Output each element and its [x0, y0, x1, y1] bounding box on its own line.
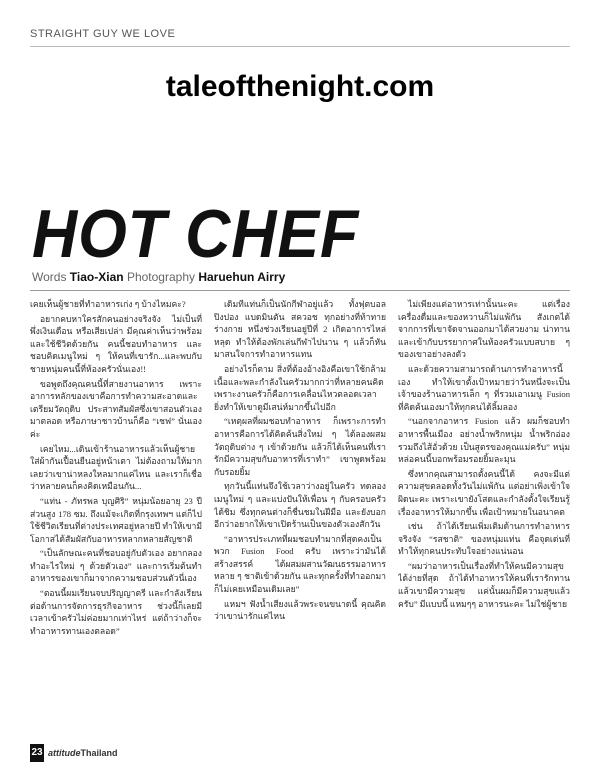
brand-main: attitude: [48, 748, 81, 758]
article-column-1: [30, 298, 202, 740]
article-paragraph: เคยเห็นผู้ชายที่ทำอาหารเก่ง ๆ บ้างไหมคะ?: [30, 299, 186, 309]
byline: [32, 270, 285, 284]
byline-words-label: Words: [32, 270, 67, 284]
byline-divider: [30, 290, 570, 291]
article-paragraph: เดิมทีแท่นก็เป็นนักกีฬาอยู่แล้ว ทั้งฟุตบอล ปิงปอง แบดมินตัน สควอช ทุกอย่างที่ท้าทายร่างกาย หนึ่งช่วงเรียนอยู่ปีที่ 2 เกิดอาการไหล่หลุด ทำให้ต้องพักเล่นกีฬาไปนาน ๆ แล้วก็หันมาสนใจการทำอาหารแทน: [214, 299, 386, 360]
byline-writer: Tiao-Xian: [69, 270, 124, 284]
byline-photographer: Haruehun Airry: [198, 270, 286, 284]
site-watermark: taleofthenight.com: [165, 70, 435, 103]
article-paragraph: และด้วยความสามารถด้านการทำอาหารนี้เอง ทำให้เขาตั้งเป้าหมายว่าวันหนึ่งจะเป็นเจ้าของร้านอาหารเล็ก ๆ ที่รวมเอาเมนู Fusion ที่คิดค้นเองมาให้ทุกคนได้ลิ้มลอง: [398, 363, 570, 412]
article-paragraph: อยากคบหาใครสักคนอย่างจริงจัง ไม่เป็นที่พึ่งเงินเดือน หรือเสียเปล่า มีคุณค่าเห็นว่าพร้อม และใช้ชีวิตด้วยกัน คนนี้ชอบทำอาหาร และชอบคิดเมนูใหม่ ๆ ให้คนที่เขารัก...และพบกับชายหนุ่มคนนี้ที่ห้องครัวนั่นเอง!!: [30, 313, 202, 374]
article-paragraph: “นอกจากอาหาร Fusion แล้ว ผมก็ชอบทำอาหารพื้นเมือง อย่างน้ำพริกหนุ่ม น้ำพริกอ่อง รวมถึงไส้อั่วด้วย เป็นสูตรของคุณแม่ครับ” หนุ่มหล่อคนนี้บอกพร้อมรอยยิ้มละมุน: [398, 416, 570, 465]
article-column-3: [398, 298, 570, 740]
section-header: STRAIGHT GUY WE LOVE: [30, 28, 176, 40]
article-paragraph: เคยไหม...เดินเข้าร้านอาหารแล้วเห็นผู้ชายใส่ผ้ากันเปื้อนยืนอยู่หน้าเตา ไม่ต้องถามให้มากเลยว่าเขาน่าหลงใหลมากแค่ไหน และเราก็เชื่อว่าหลายคนก็คงคิดเหมือนกัน...: [30, 443, 202, 492]
article-paragraph: “เป็นลักษณะคนที่ชอบอยู่กับตัวเอง อยากลองทำอะไรใหม่ ๆ ด้วยตัวเอง” และการเริ่มต้นทำอาหารของเขาก็มาจากความชอบส่วนตัวนี่เอง: [30, 548, 202, 584]
headline: HOT CHEF: [32, 196, 360, 272]
article-paragraph: “เหตุผลที่ผมชอบทำอาหาร ก็เพราะการทำอาหารคือการได้คิดค้นสิ่งใหม่ ๆ ได้ลองผสมวัตถุดิบต่าง ๆ เข้าด้วยกัน แล้วก็ได้เห็นคนที่เรารักมีความสุขกับอาหารที่เราทำ” เขาพูดพร้อมกับรอยยิ้ม: [214, 416, 386, 477]
article-paragraph: ซึ่งหากคุณสามารถตั้งคนนี้ได้ คงจะมีแต่ความสุขตลอดทั้งวันไม่แพ้กัน แต่อย่าเพิ่งเข้าใจผิดนะคะ เพราะเขายังโสดและกำลังตั้งใจเรียนรู้เรื่องอาหารให้มากขึ้น เพื่อเป้าหมายในอนาคต: [398, 468, 570, 517]
article-paragraph: “อาหารประเภทที่ผมชอบทำมากที่สุดคงเป็นพวก Fusion Food ครับ เพราะว่ามันได้สร้างสรรค์ ได้ผสมผสานวัฒนธรรมอาหารหลาย ๆ ชาติเข้าด้วยกัน และทุกครั้งที่ทำออกมาก็ไม่เคยเหมือนเดิมเลย”: [214, 533, 386, 595]
article-paragraph: “ตอนนี้ผมเรียนจบปริญญาตรี และกำลังเรียนต่อด้านการจัดการธุรกิจอาหาร ช่วงนี้ก็เลยมีเวลาเข้าครัวไม่ค่อยมากเท่าไหร่ แต่ถ้าว่างก็จะทำอาหารทานเองตลอด”: [30, 588, 202, 636]
magazine-brand: [48, 748, 118, 758]
page-number-badge: [30, 744, 44, 762]
article-body: [30, 298, 570, 740]
article-paragraph: ไม่เพียงแต่อาหารเท่านั้นนะคะ แต่เรื่องเครื่องดื่มและของหวานก็ไม่แพ้กัน สังเกตได้จากการที่เขาจัดจานออกมาได้สวยงาม น่าทาน และเข้ากับบรรยากาศในห้องครัวแบบสบาย ๆ ของเขาอย่างลงตัว: [398, 299, 570, 360]
article-paragraph: อย่างไรก็ตาม สิ่งที่ต้องอ้างอิงคือเขาใช้กล้ามเนื้อและพละกำลังในครัวมากกว่าที่หลายคนคิด เพราะงานครัวก็คือการเคลื่อนไหวตลอดเวลา ยิ่งทำให้เขาดูมีเสน่ห์มากขึ้นไปอีก: [214, 363, 386, 412]
brand-sub: Thailand: [80, 748, 118, 758]
article-paragraph: “แท่น - ภัทรพล บุญศิริ” หนุ่มน้อยอายุ 23 ปี ส่วนสูง 178 ซม. ถึงแม้จะเกิดที่กรุงเทพฯ แต่ก็ไปใช้ชีวิตเรียนที่ต่างประเทศอยู่หลายปี ทำให้เขามีโอกาสได้สัมผัสกับอาหารหลากหลายสัญชาติ: [30, 495, 202, 544]
page-number: 23: [31, 747, 43, 758]
byline-photo-label: Photography: [126, 270, 195, 284]
article-paragraph: ขอพูดถึงคุณคนนี้ที่สายงานอาหาร เพราะอาการหลักของเขาคือการทำความสะอาดและเตรียมวัตถุดิบ ประสาทสัมผัสซึ่งเขาสอนตัวเองมาตลอด หรือภาษาชาวบ้านก็คือ “เชฟ” นั่นเองค่ะ: [30, 378, 202, 439]
article-paragraph: “ผมว่าอาหารเป็นเรื่องที่ทำให้คนมีความสุขได้ง่ายที่สุด ถ้าได้ทำอาหารให้คนที่เรารักทานแล้วเขามีความสุข แค่นั้นผมก็มีความสุขแล้วครับ” มีแบบนี้ แหมๆๆ อาหารนะคะ ไม่ใช่ผู้ชาย: [398, 560, 570, 609]
header-divider: [30, 46, 570, 47]
article-paragraph: เช่น ถ้าได้เรียนเพิ่มเติมด้านการทำอาหารจริงจัง “รสชาติ” ของหนุ่มแท่น คือจุดเด่นที่ทำให้ทุกคนประทับใจอย่างแน่นอน: [398, 521, 570, 557]
article-paragraph: ทุกวันนี้แท่นจึงใช้เวลาว่างอยู่ในครัว ทดลองเมนูใหม่ ๆ และแบ่งปันให้เพื่อน ๆ กับครอบครัวได้ชิม ซึ่งทุกคนต่างก็ชื่นชมในฝีมือ และยังบอกอีกว่าอยากให้เขาเปิดร้านเป็นของตัวเองสักวัน: [214, 481, 386, 530]
article-paragraph: แหมฯ ฟังน้ำเสียงแล้วพระจนขนาดนี้ คุณคิดว่าเขาน่ารักแค่ไหน: [214, 598, 386, 622]
article-column-2: [214, 298, 386, 740]
